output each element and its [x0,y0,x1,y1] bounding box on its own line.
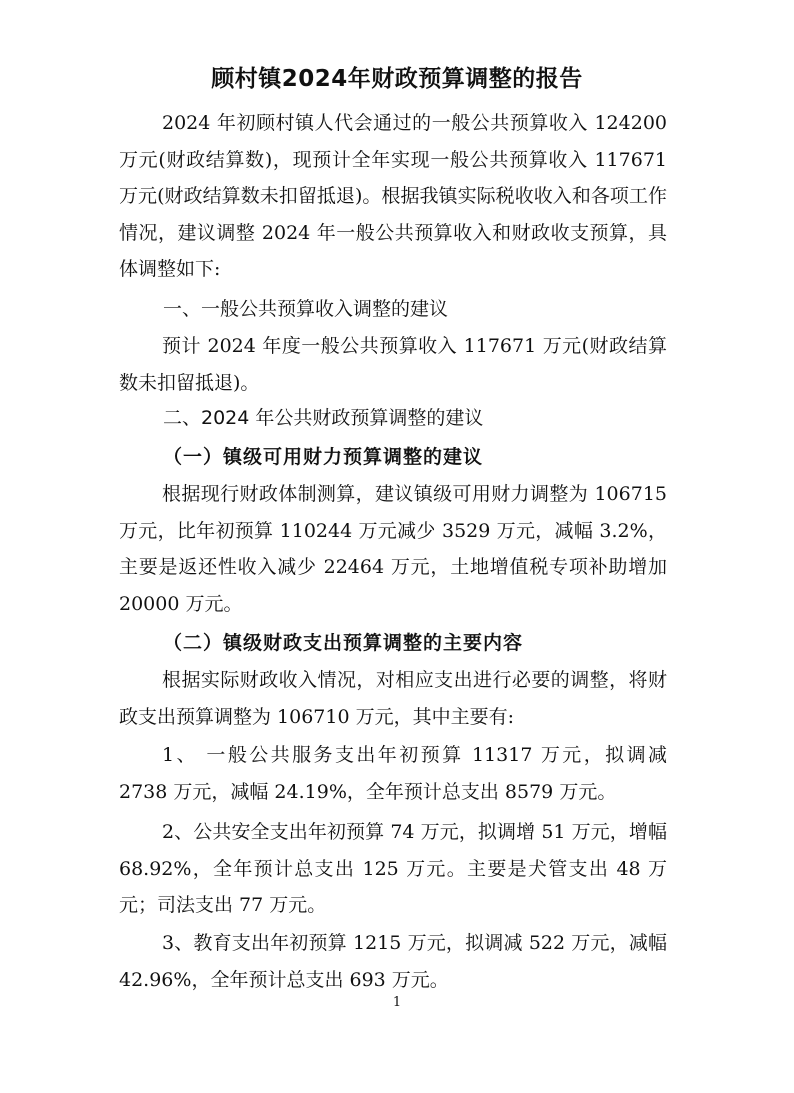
list-item: 3、教育支出年初预算 1215 万元，拟调减 522 万元，减幅 42.96%，全年预计总支出 693 万元。 [119,932,667,991]
list-item: 2、公共安全支出年初预算 74 万元，拟调增 51 万元，增幅 68.92%，全年预计总支出 125 万元。主要是犬管支出 48 万元；司法支出 77 万元。 [119,821,667,916]
section-2-heading: 二、2024 年公共财政预算调整的建议 [163,407,484,429]
document-title: 顾村镇2024年财政预算调整的报告 [211,66,583,92]
intro-paragraph: 2024 年初顾村镇人代会通过的一般公共预算收入 124200 万元(财政结算数)，现预计全年实现一般公共预算收入 117671 万元(财政结算数未扣留抵退)。根据我镇实际税收收入和各项工作情况，建议调整 2024 年一般公共预算收入和财政收支预算，具体调整如下: [119,112,667,280]
subsection-2-heading: （二）镇级财政支出预算调整的主要内容 [163,632,524,654]
section-1-heading: 一、一般公共预算收入调整的建议 [163,298,449,320]
subsection-1-heading: （一）镇级可用财力预算调整的建议 [163,446,484,468]
subsection-1-paragraph: 根据现行财政体制测算，建议镇级可用财力调整为 106715 万元，比年初预算 110244 万元减少 3529 万元，减幅 3.2%，主要是返还性收入减少 22464 万元，土地增值税专项补助增加 20000 万元。 [119,483,667,615]
subsection-2-paragraph: 根据实际财政收入情况，对相应支出进行必要的调整，将财政支出预算调整为 106710 万元，其中主要有: [119,669,667,728]
section-1-paragraph: 预计 2024 年度一般公共预算收入 117671 万元(财政结算数未扣留抵退)。 [119,335,667,394]
page-number: 1 [392,995,402,1010]
list-item: 1、 一般公共服务支出年初预算 11317 万元，拟调减 2738 万元，减幅 24.19%，全年预计总支出 8579 万元。 [119,744,667,803]
